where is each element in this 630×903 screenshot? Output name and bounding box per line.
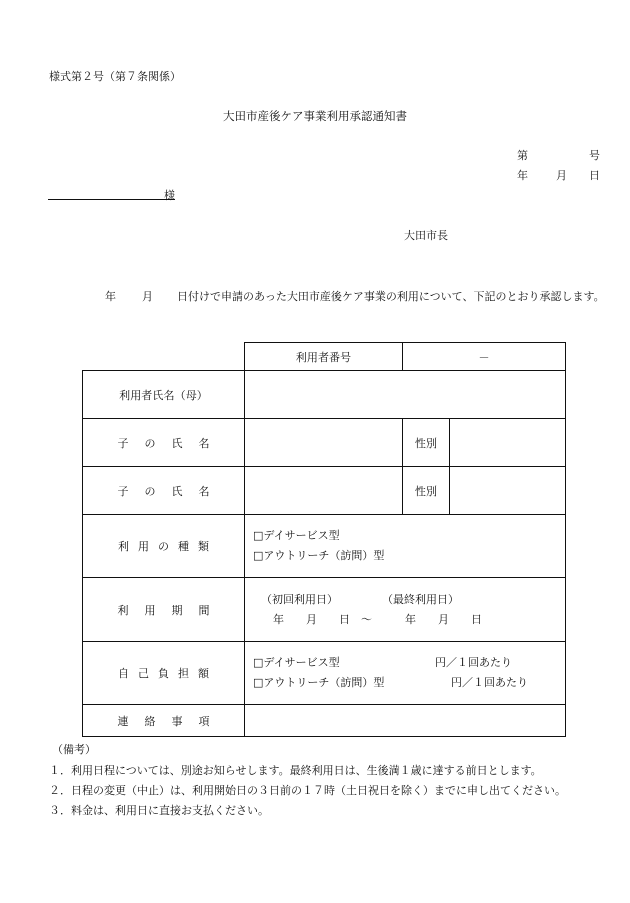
child-name-field-1[interactable] [245, 419, 403, 467]
user-number-value: － [403, 343, 566, 371]
note-item-3: ３．料金は、利用日に直接お支払ください。 [49, 804, 269, 817]
body-month: 月 [142, 290, 153, 303]
period-field [245, 578, 566, 642]
user-number-label: 利用者番号 [245, 343, 403, 371]
child-name-label-1: 子の氏名 [83, 419, 245, 467]
gender-field-1[interactable] [450, 419, 566, 467]
contact-field[interactable] [245, 705, 566, 737]
mother-name-label: 利用者氏名（母） [83, 371, 245, 419]
usage-type-option-day[interactable]: □デイサービス型 [253, 529, 340, 542]
copay-amount-outreach: 円／１回あたり [451, 676, 528, 689]
document-title: 大田市産後ケア事業利用承認通知書 [223, 109, 407, 123]
gender-field-2[interactable] [450, 467, 566, 515]
issuer-name: 大田市長 [404, 229, 448, 242]
notification-table [82, 342, 566, 737]
note-item-2: ２．日程の変更（中止）は、利用開始日の３日前の１７時（土日祝日を除く）までに申し出てください。 [49, 784, 566, 797]
addressee-line [48, 199, 175, 200]
document-number-suffix: 号 [589, 149, 600, 162]
document-number-prefix: 第 [517, 149, 528, 162]
date-year-label: 年 [517, 169, 528, 182]
period-date-line[interactable]: 年 月 日 ～ 年 月 日 [273, 612, 482, 626]
addressee-honorific: 様 [164, 189, 175, 202]
notes-heading: （備考） [52, 743, 96, 756]
gender-label-2: 性別 [403, 467, 450, 515]
note-item-1: １．利用日程については、別途お知らせします。最終利用日は、生後満１歳に達する前日とします。 [49, 764, 542, 777]
date-month-label: 月 [556, 169, 567, 182]
child-name-label-2: 子の氏名 [83, 467, 245, 515]
form-number-label: 様式第２号（第７条関係） [49, 70, 181, 83]
copay-label: 自己負担額 [83, 642, 245, 705]
body-paragraph [49, 287, 605, 307]
usage-type-label: 利用の種類 [83, 515, 245, 578]
period-label: 利用期間 [83, 578, 245, 642]
copay-amount-day: 円／１回あたり [435, 656, 512, 669]
usage-type-option-outreach[interactable]: □アウトリーチ（訪問）型 [253, 549, 385, 562]
gender-label-1: 性別 [403, 419, 450, 467]
table-empty-corner [83, 343, 245, 371]
copay-field [245, 642, 566, 705]
child-name-field-2[interactable] [245, 467, 403, 515]
copay-type-day[interactable]: □デイサービス型 [253, 656, 340, 669]
mother-name-field[interactable] [245, 371, 566, 419]
usage-type-options [245, 515, 566, 578]
contact-label: 連絡事項 [83, 705, 245, 737]
copay-type-outreach[interactable]: □アウトリーチ（訪問）型 [253, 676, 385, 689]
body-year: 年 [105, 290, 116, 303]
period-last-label: （最終利用日） [382, 592, 459, 606]
period-first-label: （初回利用日） [261, 592, 338, 606]
body-text: 日付けで申請のあった大田市産後ケア事業の利用について、下記のとおり承認します。 [177, 290, 605, 303]
date-day-label: 日 [589, 169, 600, 182]
